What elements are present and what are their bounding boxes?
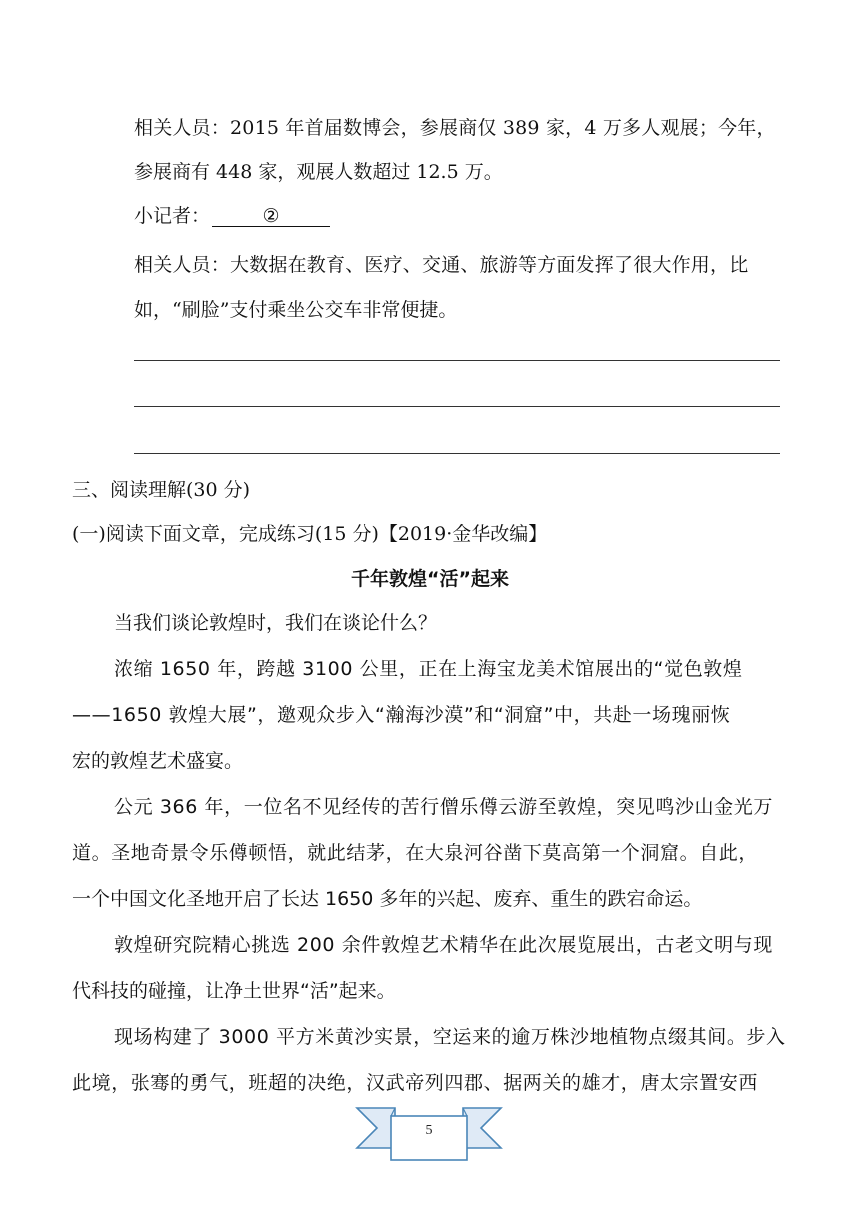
answer-blank-2: ② — [212, 206, 330, 227]
article-line: 当我们谈论敦煌时，我们在谈论什么？ — [114, 612, 438, 634]
article-line: ——1650 敦煌大展”，邀观众步入“瀚海沙漠”和“洞窟”中，共赴一场瑰丽恢 — [72, 704, 731, 726]
article-line: 现场构建了 3000 平方米黄沙实景，空运来的逾万株沙地植物点缀其间。步入 — [114, 1026, 786, 1048]
section-heading: 三、阅读理解(30 分) — [72, 479, 251, 501]
article-line: 宏的敦煌艺术盛宴。 — [72, 750, 244, 772]
article-line: 敦煌研究院精心挑选 200 余件敦煌艺术精华在此次展览展出，古老文明与现 — [114, 934, 773, 956]
article-line: 浓缩 1650 年，跨越 3100 公里，正在上海宝龙美术馆展出的“觉色敦煌 — [114, 658, 743, 680]
sub-section-heading: (一)阅读下面文章，完成练习(15 分)【2019·金华改编】 — [72, 523, 548, 545]
article-line: 一个中国文化圣地开启了长达 1650 多年的兴起、废弃、重生的跌宕命运。 — [72, 888, 703, 910]
answer-writing-line — [134, 406, 780, 407]
interview-line-2: 参展商有 448 家，观展人数超过 12.5 万。 — [134, 161, 503, 183]
ribbon-left-tail — [357, 1108, 395, 1148]
article-line: 公元 366 年，一位名不见经传的苦行僧乐僔云游至敦煌，突见鸣沙山金光万 — [114, 796, 773, 818]
article-title: 千年敦煌“活”起来 — [351, 568, 509, 590]
reporter-label: 小记者： — [134, 205, 211, 227]
page-number: 5 — [425, 1123, 433, 1138]
reporter-question-line — [134, 204, 330, 228]
interview-line-4: 相关人员：大数据在教育、医疗、交通、旅游等方面发挥了很大作用，比 — [134, 254, 749, 276]
interview-line-5: 如，“刷脸”支付乘坐公交车非常便捷。 — [134, 299, 458, 321]
answer-writing-line — [134, 453, 780, 454]
interview-line-1: 相关人员：2015 年首届数博会，参展商仅 389 家，4 万多人观展；今年， — [134, 117, 776, 139]
article-line: 此境，张骞的勇气，班超的决绝，汉武帝列四郡、据两关的雄才，唐太宗置安西 — [72, 1072, 759, 1094]
article-line: 代科技的碰撞，让净土世界“活”起来。 — [72, 980, 396, 1002]
answer-writing-line — [134, 360, 780, 361]
article-line: 道。圣地奇景令乐僔顿悟，就此结茅，在大泉河谷凿下莫高第一个洞窟。自此， — [72, 842, 759, 864]
ribbon-right-tail — [463, 1108, 501, 1148]
